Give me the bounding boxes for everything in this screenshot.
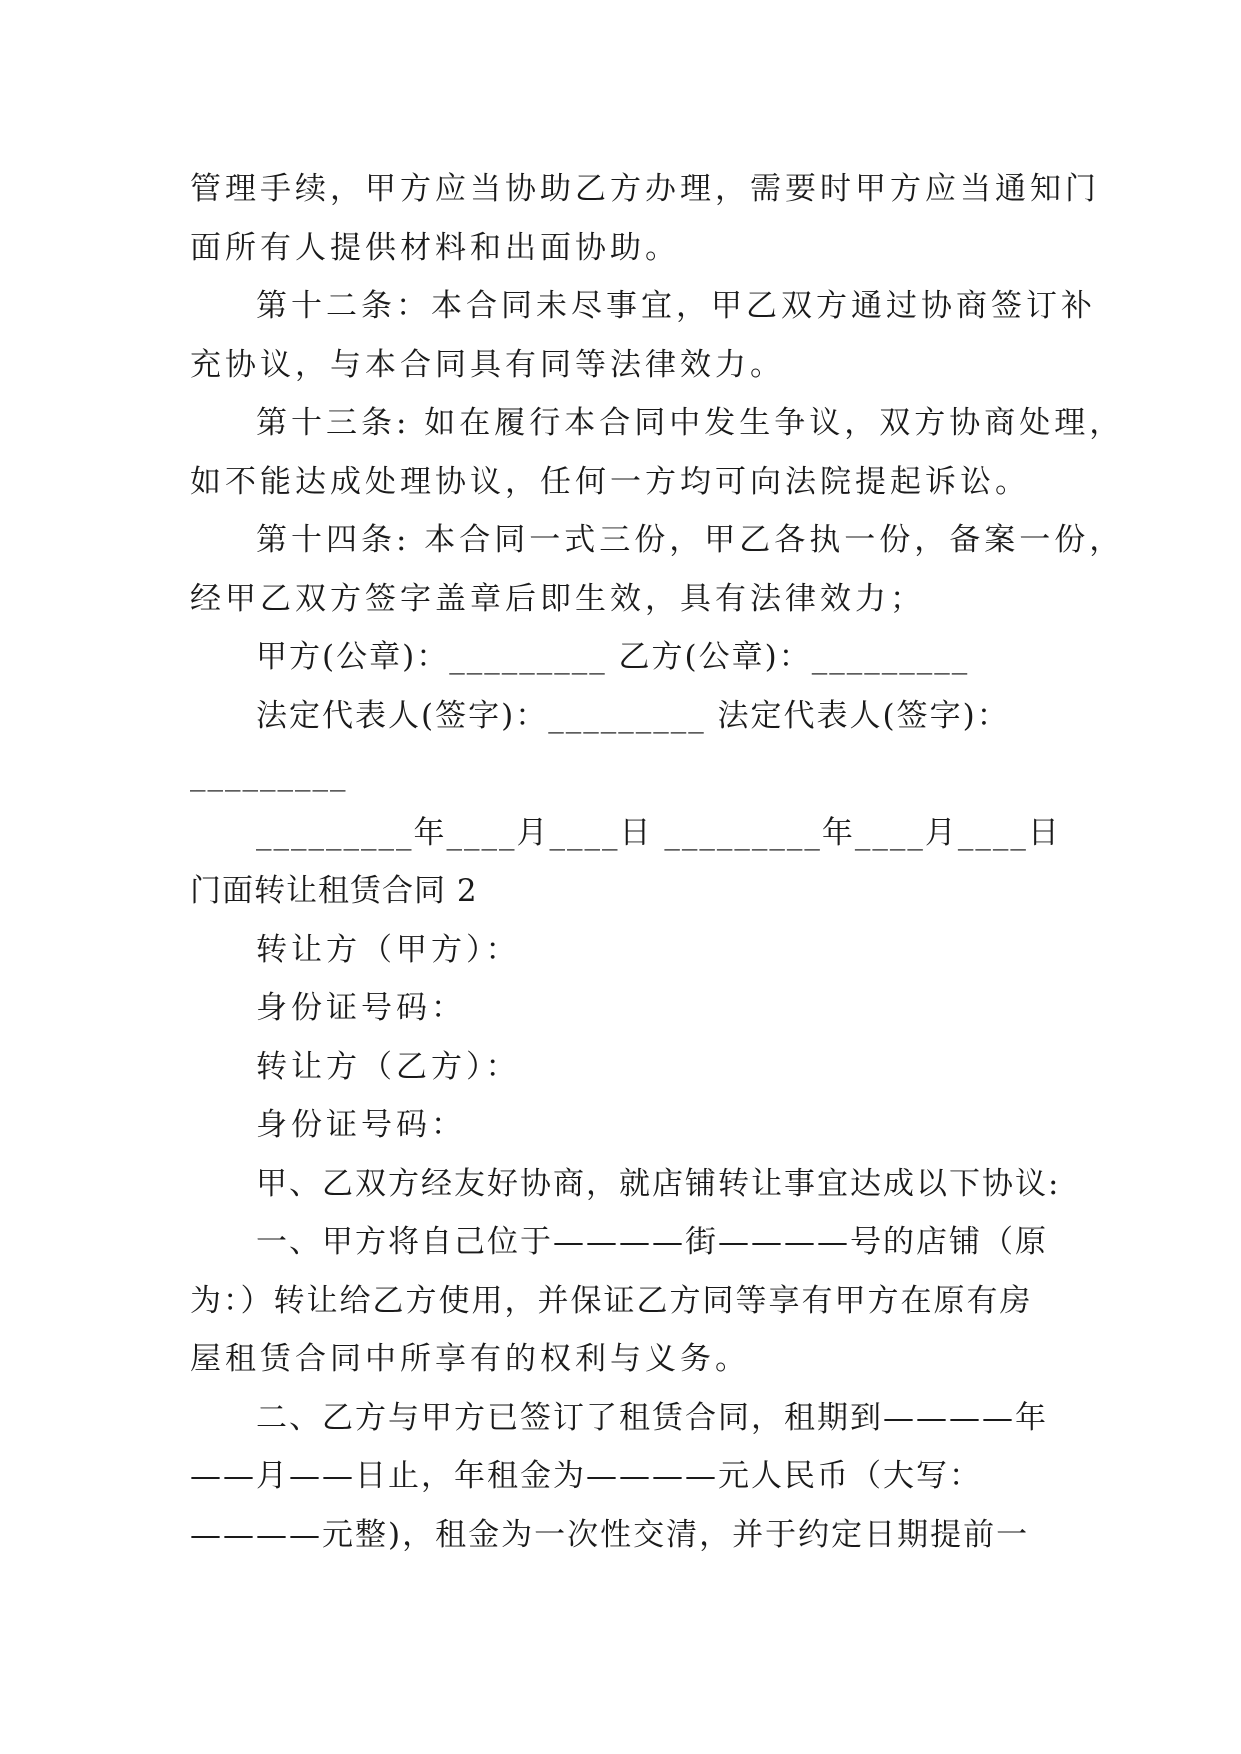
document-page [190,160,1125,1564]
contract-title: 门面转让租赁合同 2 [190,873,478,909]
id-number-a: 身份证号码： [256,990,466,1026]
clause-14-line-2: 经甲乙双方签字盖章后即生效，具有法律效力； [190,580,925,617]
text-line-1: 管理手续，甲方应当协助乙方办理，需要时甲方应当通知门 [190,171,1100,207]
id-number-b: 身份证号码： [256,1107,466,1143]
clause-13-line-1: 第十三条: 如在履行本合同中发生争议，双方协商处理， [256,405,1125,441]
article-2-line-1: 二、乙方与甲方已签订了租赁合同，租期到————年 [256,1399,1048,1436]
text-line-2: 面所有人提供材料和出面协助。 [190,229,680,266]
clause-12-line-2: 充协议，与本合同具有同等法律效力。 [190,346,785,383]
transferor-party-a: 转让方（甲方）： [256,931,521,968]
clause-14-line-1: 第十四条: 本合同一式三份，甲乙各执一份，备案一份， [256,522,1125,558]
date-line: _________年____月____日 _________年____月____日 [256,814,1061,851]
article-2-line-3: ————元整)，租金为一次性交清，并于约定日期提前一 [190,1516,1030,1553]
article-1-line-2: 为：）转让给乙方使用，并保证乙方同等享有甲方在原有房 [190,1282,1033,1319]
article-1-line-3: 屋租赁合同中所享有的权利与义务。 [190,1341,750,1377]
seal-line: 甲方(公章)：_________ 乙方(公章)：_________ [256,639,970,675]
signature-blank-line: _________ [190,756,348,792]
article-1-line-1: 一、甲方将自己位于————街————号的店铺（原 [256,1224,1048,1260]
clause-13-line-2: 如不能达成处理协议，任何一方均可向法院提起诉讼。 [190,463,1030,500]
clause-12-line-1: 第十二条：本合同未尽事宜，甲乙双方通过协商签订补 [256,288,1096,324]
article-2-line-2: ——月——日止，年租金为————元人民币（大写： [190,1458,982,1494]
transferor-party-b: 转让方（乙方）： [256,1048,521,1085]
agreement-intro: 甲、乙双方经友好协商，就店铺转让事宜达成以下协议: [256,1165,1061,1202]
representative-signature-line: 法定代表人(签字)：_________ 法定代表人(签字)： [256,697,1010,734]
